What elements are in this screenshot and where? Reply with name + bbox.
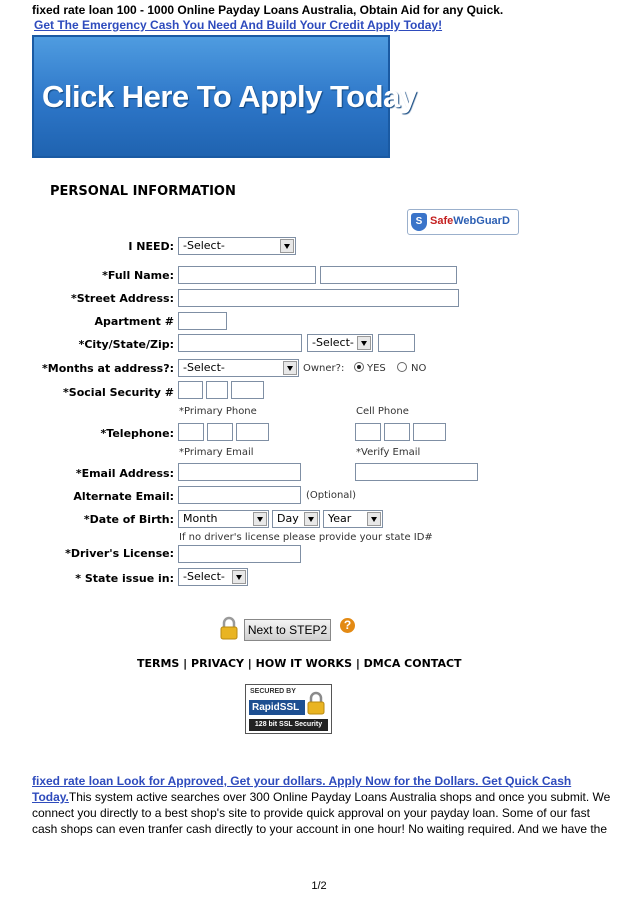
primary-phone-hint: *Primary Phone (179, 406, 257, 417)
help-icon[interactable]: ? (340, 618, 355, 633)
owner-no-radio[interactable] (397, 362, 407, 372)
street-input[interactable] (178, 289, 459, 307)
footer-links[interactable]: TERMS | PRIVACY | HOW IT WORKS | DMCA CONTACT (137, 657, 462, 670)
owner-label: Owner?: (303, 363, 345, 374)
apartment-label: Apartment # (94, 315, 174, 328)
i-need-select[interactable] (178, 237, 296, 255)
state-issue-label: * State issue in: (75, 572, 174, 585)
street-label: *Street Address: (70, 292, 174, 305)
dob-day-select[interactable] (272, 510, 320, 528)
apartment-input[interactable] (178, 312, 227, 330)
cell-phone-prefix-input[interactable] (384, 423, 410, 441)
ssn-part1-input[interactable] (178, 381, 203, 399)
shield-icon: S (411, 213, 427, 231)
months-select[interactable] (178, 359, 299, 377)
primary-email-hint: *Primary Email (179, 447, 254, 458)
dob-day-value: Day (277, 512, 299, 525)
chevron-down-icon (357, 336, 371, 350)
zip-input[interactable] (378, 334, 415, 352)
license-label: *Driver's License: (65, 547, 174, 560)
email-label: *Email Address: (75, 467, 174, 480)
owner-yes-radio[interactable] (354, 362, 364, 372)
dob-year-select[interactable] (323, 510, 383, 528)
cell-phone-area-input[interactable] (355, 423, 381, 441)
apply-banner-button[interactable] (32, 35, 417, 158)
badge-prefix: Safe (430, 215, 454, 227)
state-issue-select[interactable] (178, 568, 248, 586)
alt-email-input[interactable] (178, 486, 301, 504)
chevron-down-icon (283, 361, 297, 375)
safewebguard-badge (407, 209, 519, 235)
chevron-down-icon (253, 512, 267, 526)
body-text: This system active searches over 300 Online Payday Loans Australia shops and once you submit. We connect you directly to a best shop's site to provide quick approval on your payday loan. Some of our fast cash shops can even tranfer cash directly to your account in one hour! No waiting required. And we have the (32, 790, 611, 836)
license-note: If no driver's license please provide your state ID# (179, 532, 433, 543)
body-paragraph (32, 773, 612, 837)
ssn-part3-input[interactable] (231, 381, 264, 399)
i-need-label: I NEED: (128, 240, 174, 253)
ssn-label: *Social Security # (63, 386, 174, 399)
dob-label: *Date of Birth: (83, 513, 174, 526)
chevron-down-icon (304, 512, 318, 526)
dob-month-value: Month (183, 512, 218, 525)
badge-suffix: WebGuarD (453, 215, 510, 227)
owner-no-label: NO (411, 363, 427, 374)
state-select-value: -Select- (312, 336, 354, 349)
ssl-lock-icon (306, 690, 326, 716)
alt-email-label: Alternate Email: (73, 490, 174, 503)
ssl-line2: RapidSSL (249, 700, 305, 715)
email-input[interactable] (178, 463, 301, 481)
apply-banner-label: Click Here To Apply Today (42, 79, 417, 114)
page-number: 1/2 (311, 880, 327, 892)
page-title: fixed rate loan 100 - 1000 Online Payday Loans Australia, Obtain Aid for any Quick. (32, 3, 504, 17)
months-label: *Months at address?: (42, 362, 174, 375)
license-input[interactable] (178, 545, 301, 563)
state-issue-value: -Select- (183, 570, 225, 583)
telephone-label: *Telephone: (100, 427, 174, 440)
full-name-label: *Full Name: (102, 269, 174, 282)
primary-phone-line-input[interactable] (236, 423, 269, 441)
ssl-line3: 128 bit SSL Security (249, 719, 328, 731)
last-name-input[interactable] (320, 266, 457, 284)
cell-phone-line-input[interactable] (413, 423, 446, 441)
verify-email-input[interactable] (355, 463, 478, 481)
verify-email-hint: *Verify Email (356, 447, 421, 458)
body-link[interactable]: fixed rate loan Look for Approved, Get your dollars. Apply Now for the Dollars. Get Quick Cash Today. (32, 774, 572, 804)
owner-yes-label: YES (367, 363, 386, 374)
primary-phone-prefix-input[interactable] (207, 423, 233, 441)
primary-phone-area-input[interactable] (178, 423, 204, 441)
state-select[interactable] (307, 334, 373, 352)
first-name-input[interactable] (178, 266, 316, 284)
optional-hint: (Optional) (306, 490, 357, 501)
chevron-down-icon (280, 239, 294, 253)
i-need-select-value: -Select- (183, 239, 225, 252)
lock-icon (219, 616, 239, 640)
chevron-down-icon (232, 570, 246, 584)
apply-link[interactable]: Get The Emergency Cash You Need And Build Your Credit Apply Today! (34, 18, 443, 32)
cell-phone-hint: Cell Phone (356, 406, 409, 417)
ssl-line1: SECURED BY (250, 688, 296, 695)
rapidssl-seal (245, 684, 332, 734)
city-input[interactable] (178, 334, 302, 352)
dob-month-select[interactable] (178, 510, 269, 528)
next-step-button[interactable]: Next to STEP2 (244, 619, 331, 641)
months-select-value: -Select- (183, 361, 225, 374)
ssn-part2-input[interactable] (206, 381, 228, 399)
section-title: PERSONAL INFORMATION (50, 184, 236, 199)
chevron-down-icon (367, 512, 381, 526)
dob-year-value: Year (328, 512, 352, 525)
city-label: *City/State/Zip: (78, 338, 174, 351)
